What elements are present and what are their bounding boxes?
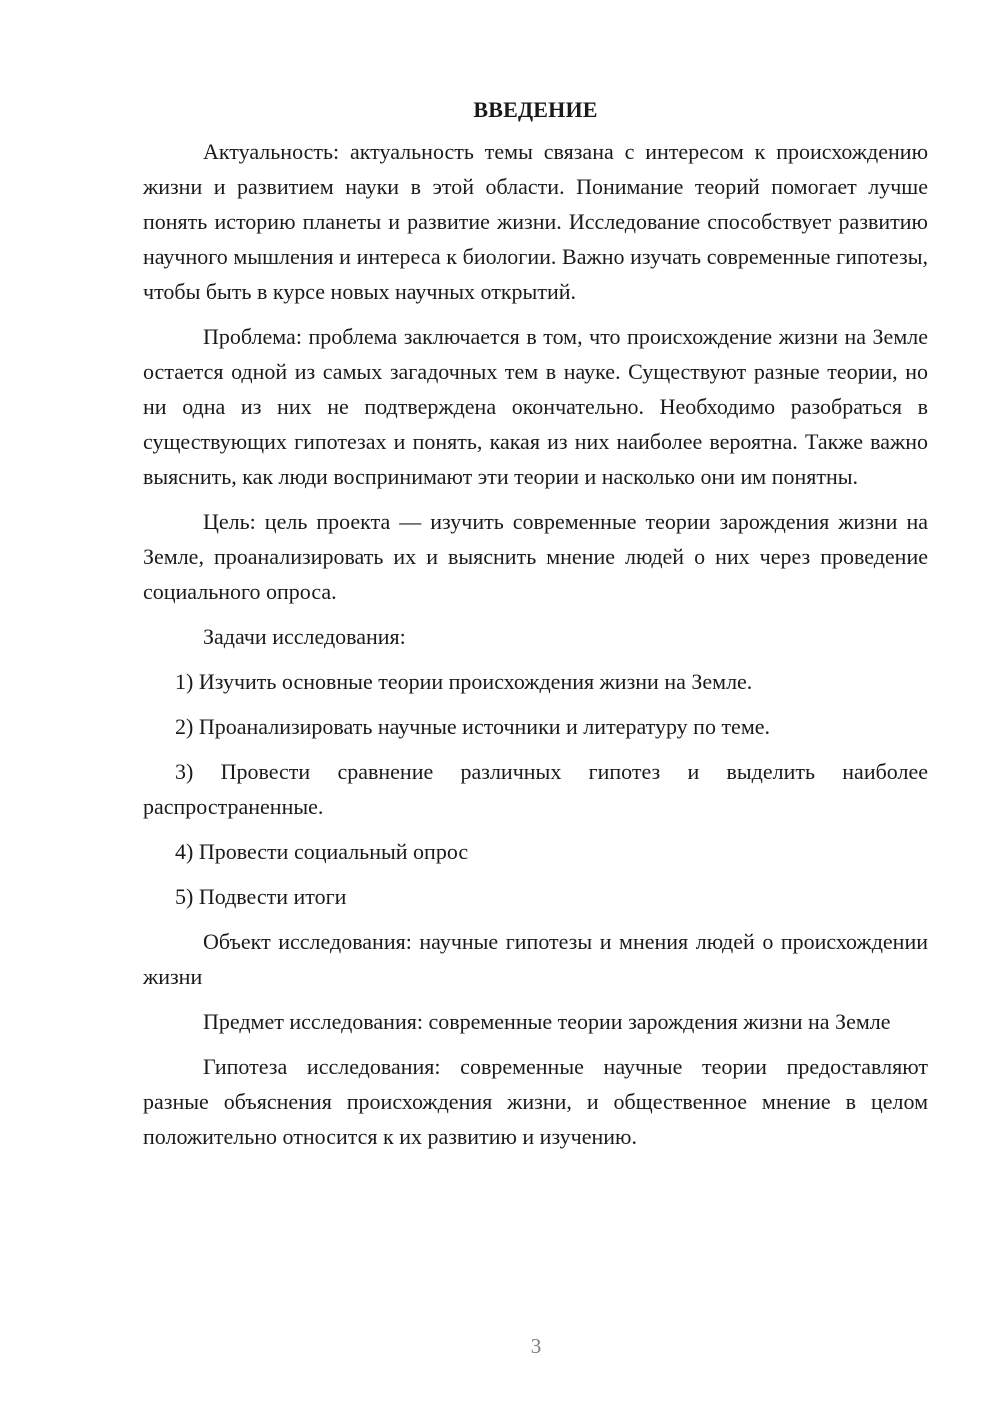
task-item: 5) Подвести итоги (175, 884, 347, 909)
page-number: 3 (530, 1334, 542, 1358)
task-item: 1) Изучить основные теории происхождения жизни на Земле. (175, 669, 753, 694)
relevance-paragraph: Актуальность: актуальность темы связана с интересом к происхождению жизни и развитием науки в этой области. Понимание теорий помогает лучше понять историю планеты и развитие жизни. Исследование способствует развитию научного мышления и интереса к биологии. Важно изучать современные гипотезы, чтобы быть в курсе новых научных открытий. (143, 139, 928, 304)
task-item: 3) Провести сравнение различных гипотез и выделить наиболее распространенные. (143, 759, 928, 819)
task-item: 4) Провести социальный опрос (175, 839, 469, 864)
problem-paragraph: Проблема: проблема заключается в том, что происхождение жизни на Земле остается одной из самых загадочных тем в науке. Существуют разные теории, но ни одна из них не подтверждена окончательно. Необходимо разобраться в существующих гипотезах и понять, какая из них наиболее вероятна. Также важно выяснить, как люди воспринимают эти теории и насколько они им понятны. (143, 324, 928, 489)
subject-paragraph: Предмет исследования: современные теории зарождения жизни на Земле (203, 1009, 891, 1034)
section-title: ВВЕДЕНИЕ (473, 97, 598, 122)
goal-paragraph: Цель: цель проекта — изучить современные теории зарождения жизни на Земле, проанализировать их и выяснить мнение людей о них через проведение социального опроса. (143, 509, 928, 604)
object-paragraph: Объект исследования: научные гипотезы и мнения людей о происхождении жизни (143, 929, 928, 989)
task-item: 2) Проанализировать научные источники и литературу по теме. (175, 714, 771, 739)
hypothesis-paragraph: Гипотеза исследования: современные научные теории предоставляют разные объяснения происхождения жизни, и общественное мнение в целом положительно относится к их развитию и изучению. (143, 1054, 928, 1149)
document-page (143, 96, 928, 1164)
tasks-heading: Задачи исследования: (203, 624, 406, 649)
